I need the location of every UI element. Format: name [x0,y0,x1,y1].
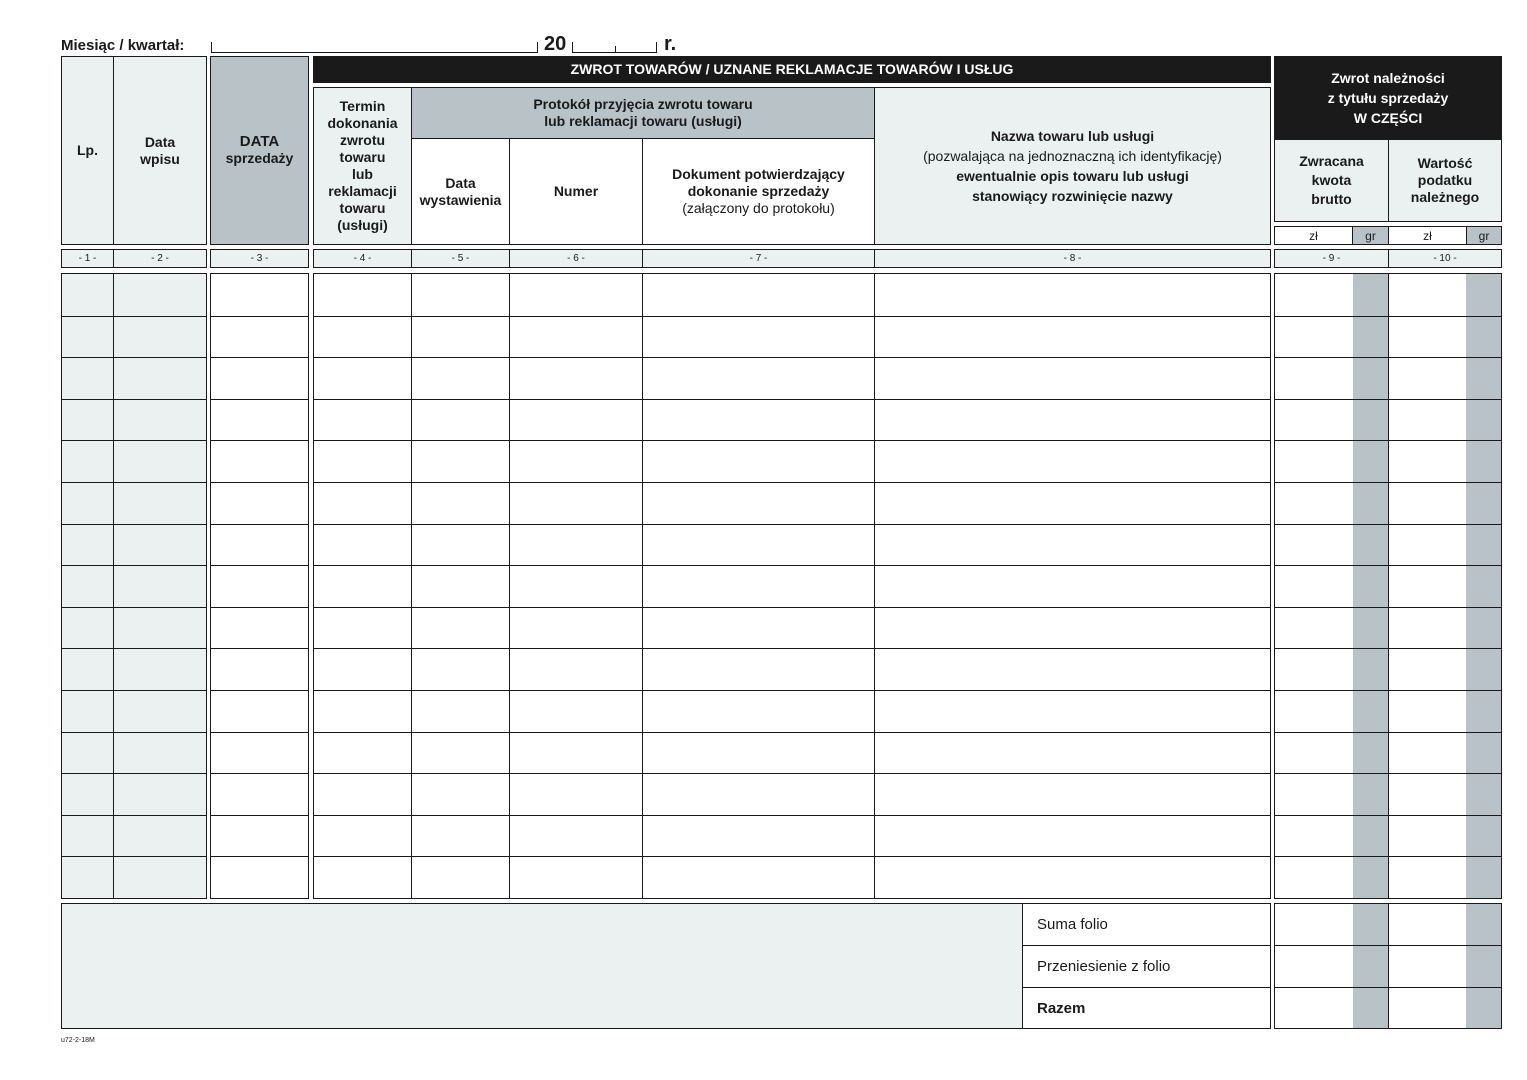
protokol-label: Protokół przyjęcia zwrotu towaru lub reklamacji towaru (usługi) [533,96,753,129]
data-wpisu-label: Data wpisu [140,133,180,167]
table-row-divider [1275,690,1501,691]
column-number-5 [411,249,510,268]
table-row-divider [62,773,206,774]
zl-header-10 [1388,226,1467,245]
table-row-divider [1275,856,1501,857]
column-number-label: - 10 - [1433,252,1457,264]
table-row-divider [1275,648,1501,649]
table-row-divider [314,399,1270,400]
table-row-divider [211,773,308,774]
table-row-divider [314,482,1270,483]
table-row-divider [211,607,308,608]
column-number-label: - 9 - [1322,252,1341,264]
gr-header-10 [1466,226,1502,245]
table-row-divider [314,690,1270,691]
table-row-divider [62,856,206,857]
table-row-divider [211,856,308,857]
zl-label: zł [1423,228,1432,243]
numer-label: Numer [553,183,599,199]
table-row-divider [314,648,1270,649]
table-row-divider [1275,357,1501,358]
table-row-divider [314,856,1270,857]
entries-grid-zwrot [313,273,1271,899]
column-number-label: - 2 - [151,252,169,264]
column-number-9 [1274,249,1389,268]
przeniesienie-label: Przeniesienie z folio [1037,958,1171,975]
year-suffix-label: r. [664,33,677,55]
column-header-wartosc [1388,139,1502,222]
data-sprzedazy-label-2: sprzedaży [225,150,294,166]
table-row-divider [314,565,1270,566]
table-row-divider [211,565,308,566]
wartosc-label: Wartość podatku należnego [1410,155,1480,205]
column-number-label: - 8 - [1063,252,1082,264]
dokument-label-note: (załączony do protokołu) [682,200,835,216]
group-naleznosci-label: Zwrot należności z tytułu sprzedaży W CZĘŚCI [1327,70,1449,126]
table-row-divider [211,399,308,400]
gr-label: gr [1478,228,1490,243]
group-header-zwrot [313,56,1271,83]
column-header-termin [313,87,412,245]
entries-grid-lp-data [61,273,207,899]
year-field[interactable] [572,42,657,53]
group-header-naleznosci [1274,56,1502,140]
year-prefix-label: 20 [544,33,567,55]
table-row-divider [1275,815,1501,816]
table-row-divider [62,399,206,400]
data-wystawienia-label: Data wystawienia [419,174,502,208]
column-number-4 [313,249,412,268]
column-number-1 [61,249,114,268]
table-row-divider [62,690,206,691]
zl-header-9 [1274,226,1353,245]
table-row-divider [314,357,1270,358]
table-row-divider [211,357,308,358]
table-row-divider [314,732,1270,733]
summary-razem [1022,987,1271,1029]
column-header-data-wpisu [113,56,207,245]
column-number-3 [210,249,309,268]
table-row-divider [1275,399,1501,400]
table-row-divider [62,357,206,358]
suma-folio-label: Suma folio [1037,916,1108,933]
table-row-divider [211,815,308,816]
table-row-divider [314,607,1270,608]
nazwa-label-note: (pozwalająca na jednoznaczną ich identyfikację) [923,148,1222,164]
nazwa-label-bold: Nazwa towaru lub usługi [990,128,1155,144]
column-number-label: - 3 - [250,252,269,264]
summary-notes-area [61,903,1023,1029]
table-row-divider [1275,565,1501,566]
table-row-divider [211,690,308,691]
column-number-label: - 6 - [567,252,585,264]
group-zwrot-label: ZWROT TOWARÓW / UZNANE REKLAMACJE TOWARÓW I USŁUG [570,61,1014,77]
gr-label: gr [1365,228,1376,243]
column-number-8 [874,249,1271,268]
table-row-divider [62,440,206,441]
column-header-dokument [642,138,875,245]
form-code: u72-2-18M [61,1037,95,1044]
table-row-divider [314,773,1270,774]
termin-label: Termin dokonania zwrotu towaru lub reklamacji towaru (usługi) [327,98,398,233]
data-sprzedazy-label-1: DATA [239,133,280,150]
table-row-divider [1275,524,1501,525]
table-row-divider [314,815,1270,816]
column-number-label: - 7 - [749,252,768,264]
column-header-lp [61,56,114,245]
table-row-divider [1275,482,1501,483]
column-header-zwracana [1274,139,1389,222]
razem-label: Razem [1037,999,1086,1017]
column-number-label: - 4 - [353,252,372,264]
column-number-label: - 5 - [451,252,470,264]
column-number-6 [509,249,643,268]
table-row-divider [211,316,308,317]
table-row-divider [62,565,206,566]
entries-grid-naleznosci [1274,273,1502,899]
table-row-divider [62,524,206,525]
column-number-7 [642,249,875,268]
zwracana-label: Zwracana kwota brutto [1299,153,1364,207]
table-row-divider [211,440,308,441]
column-header-data-wystawienia [411,138,510,245]
table-row-divider [1275,440,1501,441]
summary-suma-folio [1022,903,1271,946]
summary-przeniesienie [1022,945,1271,988]
table-row-divider [211,482,308,483]
table-row-divider [1275,732,1501,733]
gr-header-9 [1352,226,1389,245]
column-number-10 [1388,249,1502,268]
lp-label: Lp. [77,142,98,158]
table-row-divider [62,607,206,608]
table-row-divider [314,316,1270,317]
dokument-label-bold: Dokument potwierdzający dokonanie sprzedaży [672,166,845,199]
table-row-divider [1275,316,1501,317]
table-row-divider [62,482,206,483]
table-row-divider [62,316,206,317]
summary-amounts-grid [1274,903,1502,1029]
table-row-divider [314,524,1270,525]
month-quarter-label: Miesiąc / kwartał: [61,37,185,54]
zl-label: zł [1309,228,1318,243]
column-header-data-sprzedazy [210,56,309,245]
table-row-divider [211,524,308,525]
column-number-2 [113,249,207,268]
table-row-divider [211,648,308,649]
table-row-divider [1275,773,1501,774]
table-row-divider [314,440,1270,441]
group-header-protokol [411,87,875,139]
table-row-divider [62,815,206,816]
table-row-divider [62,732,206,733]
month-quarter-field[interactable] [211,42,538,53]
entries-grid-data-sprzedazy [210,273,309,899]
table-row-divider [62,648,206,649]
column-header-nazwa [874,87,1271,245]
column-number-label: - 1 - [78,252,97,264]
table-row-divider [211,732,308,733]
nazwa-label-desc: ewentualnie opis towaru lub usługi stanowiący rozwinięcie nazwy [956,168,1189,204]
table-row-divider [1275,607,1501,608]
column-header-numer [509,138,643,245]
